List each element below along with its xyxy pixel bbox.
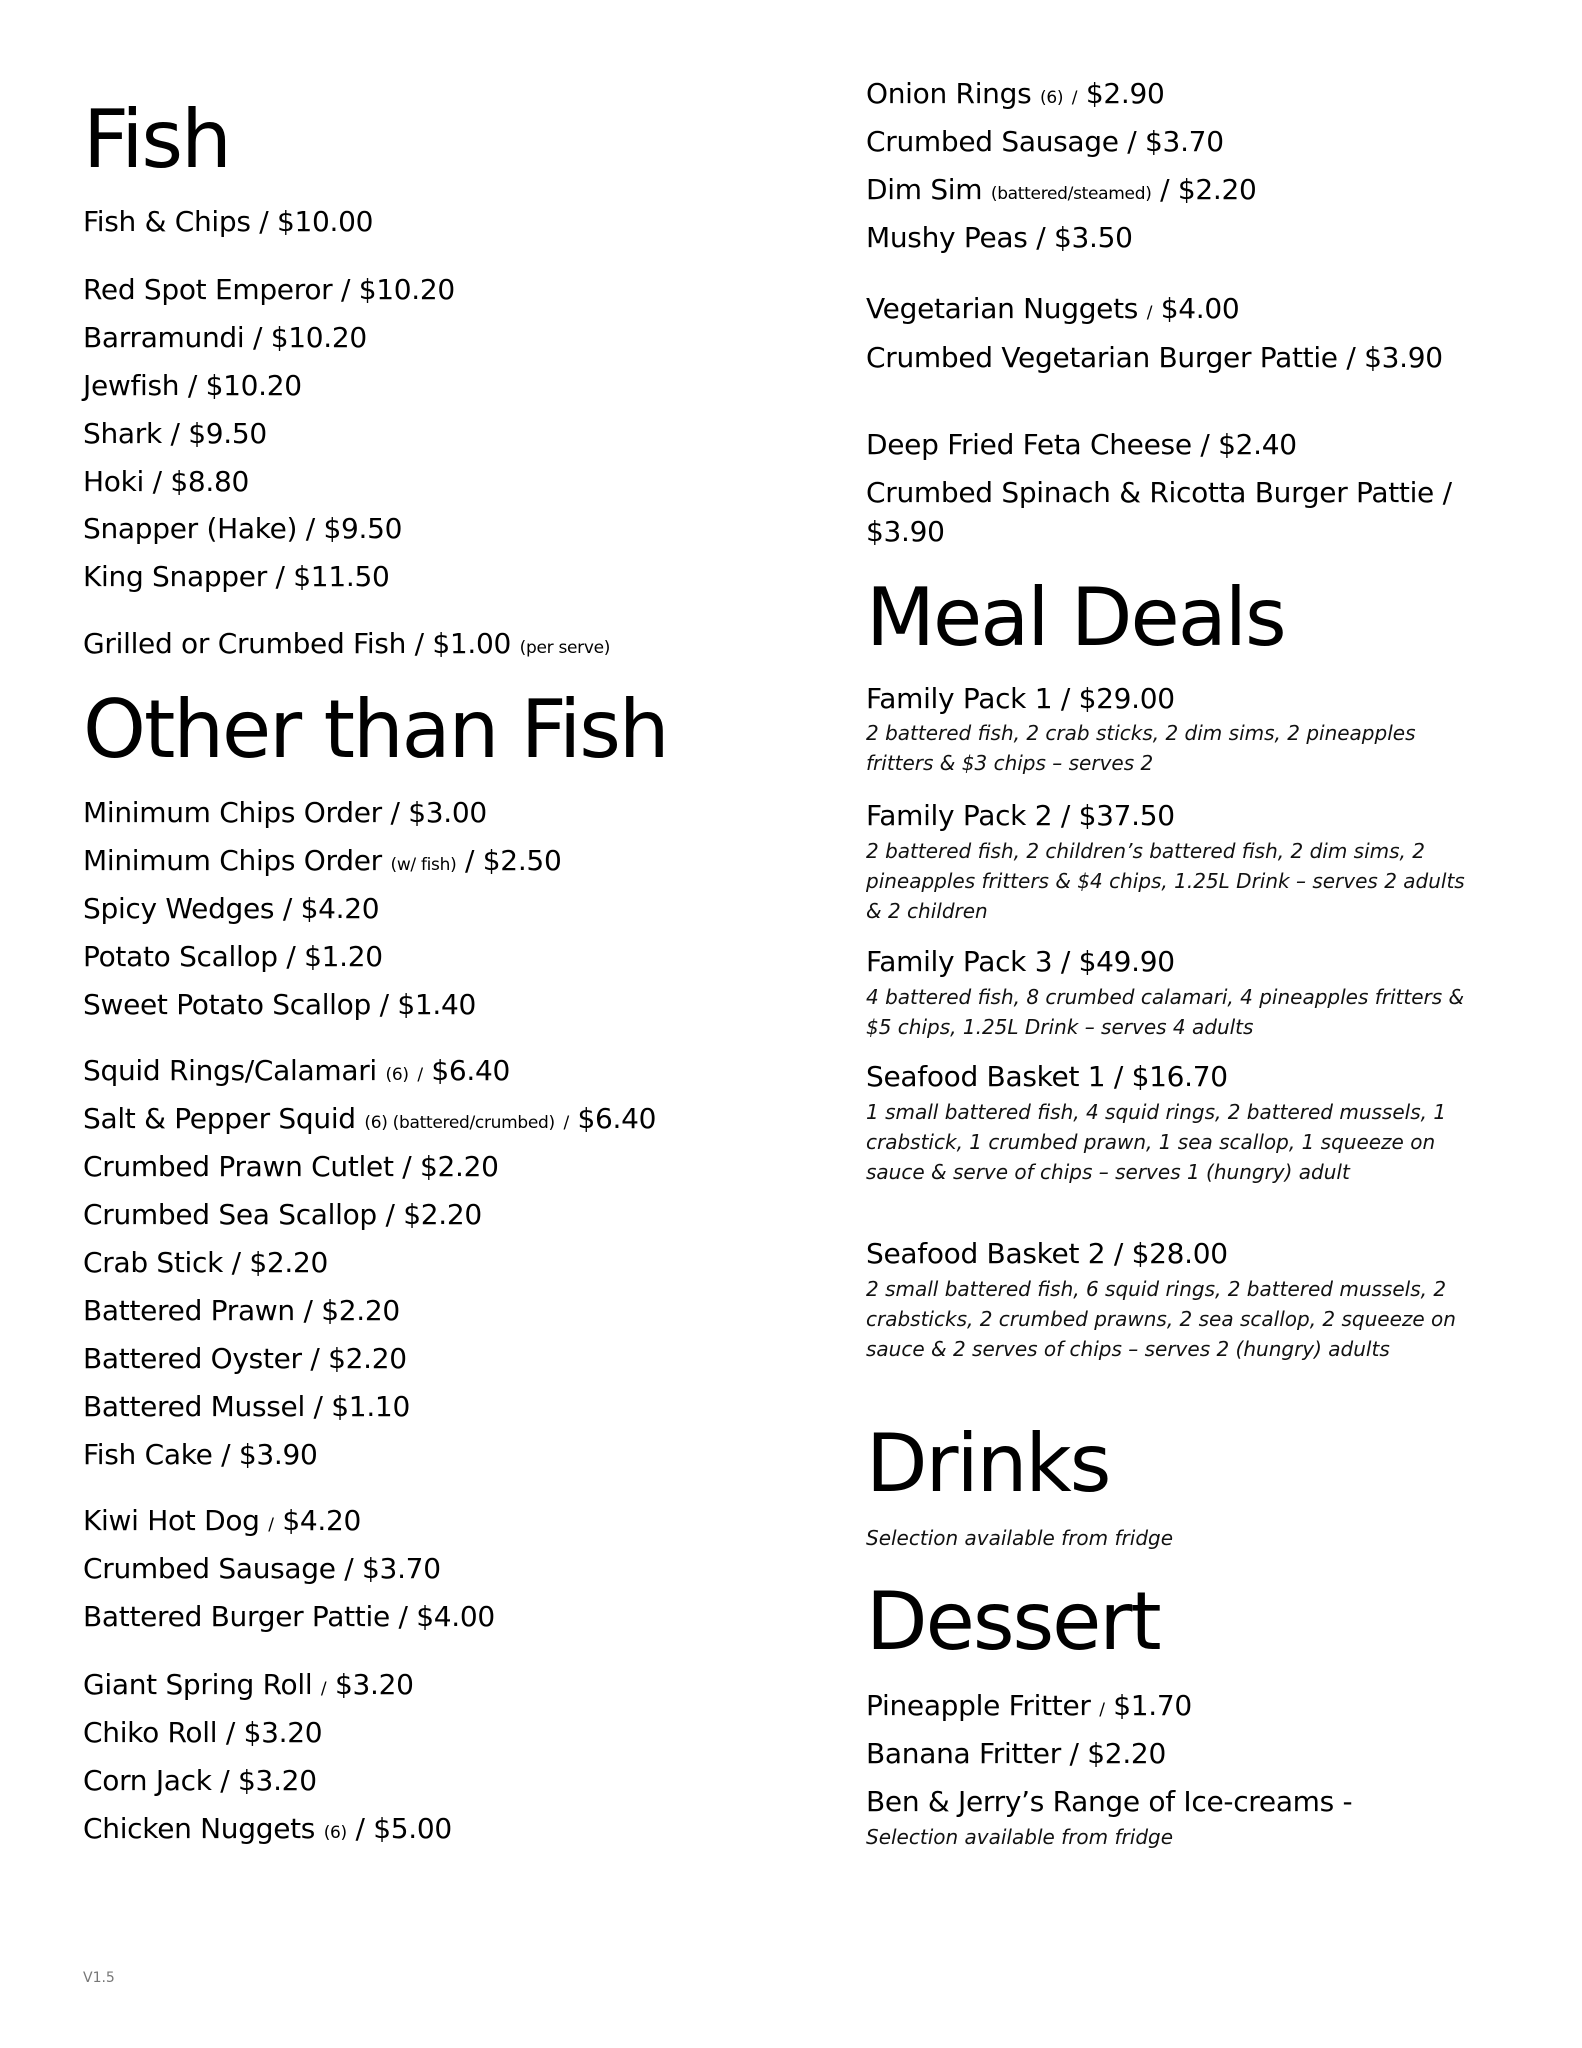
menu-item: [866, 118, 1224, 166]
item-price: $2.20: [249, 1246, 329, 1279]
item-price: $4.00: [416, 1600, 495, 1633]
price-separator: /: [275, 560, 285, 593]
item-name: Minimum Chips Order: [83, 796, 382, 829]
menu-item: [83, 1709, 322, 1757]
price-separator: /: [1346, 341, 1356, 374]
menu-item: [866, 421, 1297, 469]
menu-item: [83, 410, 267, 458]
item-name: Vegetarian Nuggets: [866, 292, 1139, 325]
item-name: Crumbed Spinach & Ricotta Burger Pattie: [866, 476, 1434, 509]
item-name: Banana Fritter: [866, 1737, 1061, 1770]
menu-item: [83, 1095, 656, 1147]
menu-item: [83, 1497, 361, 1549]
item-name: Potato Scallop: [83, 940, 278, 973]
item-price: $2.20: [403, 1198, 482, 1231]
menu-item: [83, 1593, 495, 1641]
price-separator: /: [340, 273, 351, 306]
item-name: Minimum Chips Order: [83, 844, 382, 877]
menu-item: [83, 314, 367, 362]
item-description: 2 small battered fish, 6 squid rings, 2 battered mussels, 2 crabsticks, 2 crumbed prawns, 2 sea scallop, 2 squeeze on sauce & 2 serves of chips – serves 2 (hungry) adults: [866, 1277, 1456, 1361]
drinks-note: Selection available from fridge: [866, 1526, 1174, 1550]
section-heading-drinks: Drinks: [866, 1417, 1110, 1510]
item-note: (6) (battered/crumbed): [364, 1113, 555, 1133]
item-price: $8.80: [170, 465, 250, 498]
item-name: Seafood Basket 1: [866, 1060, 1106, 1093]
item-name: Hoki: [83, 465, 144, 498]
item-description: 4 battered fish, 8 crumbed calamari, 4 pineapples fritters & $5 chips, 1.25L Drink – serves 4 adults: [866, 985, 1465, 1039]
section-heading-dessert: Dessert: [866, 1575, 1160, 1668]
menu-item: [83, 1661, 414, 1713]
item-name: Kiwi Hot Dog: [83, 1504, 260, 1537]
item-name: Red Spot Emperor: [83, 273, 333, 306]
item-name: Sweet Potato Scallop: [83, 988, 371, 1021]
price-separator: /: [1060, 945, 1070, 978]
item-price: $2.90: [1085, 77, 1165, 110]
menu-item: [83, 789, 487, 837]
item-name: Onion Rings: [866, 77, 1032, 110]
item-name: Battered Prawn: [83, 1294, 295, 1327]
menu-item: [866, 1730, 1166, 1778]
item-name: Fish & Chips: [83, 205, 251, 238]
item-price: $3.70: [362, 1552, 441, 1585]
item-name: Spicy Wedges: [83, 892, 275, 925]
item-price: $3.70: [1145, 125, 1224, 158]
item-name: Crumbed Sausage: [83, 1552, 336, 1585]
price-separator: /: [1127, 125, 1137, 158]
price-separator: /: [1200, 428, 1210, 461]
item-name: Ben & Jerry’s Range of Ice-creams -: [866, 1785, 1353, 1818]
menu-item: [83, 266, 455, 314]
item-description: 1 small battered fish, 4 squid rings, 2 battered mussels, 1 crabstick, 1 crumbed prawn, 1 sea scallop, 1 squeeze on sauce & serve of chips – serves 1 (hungry) adult: [866, 1100, 1447, 1184]
item-name: Salt & Pepper Squid: [83, 1102, 356, 1135]
item-price: $1.00: [432, 627, 512, 660]
item-price: $4.20: [300, 892, 380, 925]
item-name: Crumbed Vegetarian Burger Pattie: [866, 341, 1338, 374]
price-separator: /: [259, 205, 269, 238]
price-separator: /: [417, 1065, 423, 1085]
item-name: Dim Sim: [866, 173, 983, 206]
item-price: $10.20: [205, 369, 302, 402]
item-price: $2.20: [328, 1342, 407, 1375]
item-price: $3.20: [243, 1716, 323, 1749]
price-separator: /: [563, 1113, 569, 1133]
item-name: Seafood Basket 2: [866, 1237, 1106, 1270]
item-price: $2.20: [1087, 1737, 1166, 1770]
menu-item: [866, 214, 1133, 262]
price-separator: /: [313, 1390, 323, 1423]
item-name: Jewfish: [83, 369, 180, 402]
price-separator: /: [225, 1716, 235, 1749]
item-name: Family Pack 3: [866, 945, 1053, 978]
price-separator: /: [187, 369, 198, 402]
menu-item: [83, 981, 476, 1029]
menu-item: [83, 1047, 510, 1099]
item-price: $2.20: [1177, 173, 1257, 206]
item-price: $2.20: [321, 1294, 400, 1327]
menu-item: [83, 553, 389, 601]
price-separator: /: [1099, 1700, 1105, 1720]
item-name: Barramundi: [83, 321, 245, 354]
item-name: Squid Rings/Calamari: [83, 1054, 377, 1087]
item-price: $2.20: [420, 1150, 499, 1183]
menu-item: [83, 1239, 328, 1287]
item-description: 2 battered fish, 2 crab sticks, 2 dim sims, 2 pineapples fritters & $3 chips – serves 2: [866, 721, 1416, 775]
item-price: $4.00: [1160, 292, 1240, 325]
price-separator: /: [282, 892, 292, 925]
price-separator: /: [1036, 221, 1046, 254]
section-heading-meal-deals: Meal Deals: [866, 571, 1285, 664]
item-name: Battered Burger Pattie: [83, 1600, 390, 1633]
item-name: Chiko Roll: [83, 1716, 218, 1749]
item-price: $6.40: [577, 1102, 657, 1135]
item-name: Battered Mussel: [83, 1390, 305, 1423]
price-separator: /: [310, 1342, 320, 1375]
item-name: Shark: [83, 417, 162, 450]
item-note: (w/ fish): [390, 855, 457, 875]
item-price: $9.50: [323, 512, 403, 545]
item-name: Fish Cake: [83, 1438, 213, 1471]
price-separator: /: [220, 1764, 230, 1797]
item-price: $10.20: [358, 273, 455, 306]
menu-item: [83, 1757, 317, 1805]
menu-item: [83, 1191, 482, 1239]
menu-item: [866, 166, 1257, 218]
item-price: $3.90: [238, 1438, 318, 1471]
item-note: (6): [1040, 88, 1064, 108]
item-price: $1.20: [304, 940, 383, 973]
item-note: (per serve): [519, 638, 611, 658]
price-separator: /: [253, 321, 263, 354]
item-price: $3.90: [1364, 341, 1443, 374]
item-price: $16.70: [1131, 1060, 1228, 1093]
item-name: Grilled or Crumbed Fish: [83, 627, 407, 660]
menu-item: [83, 1383, 410, 1431]
menu-item: [866, 1230, 1228, 1278]
menu-item: [866, 1778, 1352, 1826]
item-price: $3.20: [238, 1764, 317, 1797]
item-name: Crumbed Prawn Cutlet: [83, 1150, 394, 1183]
price-separator: /: [170, 417, 180, 450]
item-name: Battered Oyster: [83, 1342, 302, 1375]
item-price: $29.00: [1078, 682, 1175, 715]
item-price: $6.40: [431, 1054, 511, 1087]
item-price: $10.00: [277, 205, 374, 238]
section-heading-other-than-fish: Other than Fish: [83, 683, 668, 776]
item-price: $9.50: [188, 417, 267, 450]
item-price: $3.20: [334, 1668, 414, 1701]
item-note: (6): [323, 1823, 347, 1843]
price-separator: /: [1113, 1060, 1123, 1093]
menu-item: [866, 285, 1239, 337]
item-price: $3.50: [1053, 221, 1133, 254]
menu-item: [83, 198, 373, 246]
price-separator: /: [231, 1246, 241, 1279]
item-price: $49.90: [1078, 945, 1175, 978]
item-name: Family Pack 2: [866, 799, 1053, 832]
price-separator: /: [398, 1600, 408, 1633]
menu-item: [866, 70, 1165, 122]
item-price: $3.90: [866, 515, 945, 548]
item-note: (battered/steamed): [990, 184, 1152, 204]
menu-item: [83, 837, 561, 889]
menu-item: [83, 1287, 400, 1335]
item-price: $1.10: [331, 1390, 410, 1423]
menu-item: [83, 1805, 452, 1857]
price-separator: /: [402, 1150, 412, 1183]
price-separator: /: [414, 627, 424, 660]
item-name: Family Pack 1: [866, 682, 1053, 715]
price-separator: /: [152, 465, 162, 498]
item-price: $4.20: [282, 1504, 361, 1537]
price-separator: /: [390, 796, 400, 829]
menu-item: [866, 938, 1175, 986]
menu-item: [83, 1431, 318, 1479]
menu-item: [83, 362, 302, 410]
price-separator: /: [1160, 173, 1170, 206]
price-separator: /: [344, 1552, 354, 1585]
menu-item: [866, 675, 1175, 723]
price-separator: /: [379, 988, 389, 1021]
item-name: Giant Spring Roll: [83, 1668, 313, 1701]
item-name: Corn Jack: [83, 1764, 212, 1797]
item-price: $2.50: [482, 844, 562, 877]
menu-item: [866, 1682, 1192, 1734]
item-price: $1.40: [397, 988, 476, 1021]
item-name: Snapper (Hake): [83, 512, 298, 545]
price-separator: /: [355, 1812, 365, 1845]
price-separator: /: [268, 1515, 274, 1535]
item-price: $1.70: [1113, 1689, 1192, 1722]
price-separator: /: [1442, 476, 1452, 509]
item-description: 2 battered fish, 2 children’s battered fish, 2 dim sims, 2 pineapples fritters & $4 chips, 1.25L Drink – serves 2 adults & 2 children: [866, 839, 1465, 923]
menu-item: [866, 338, 1466, 377]
price-separator: /: [385, 1198, 395, 1231]
price-separator: /: [1069, 1737, 1079, 1770]
item-price: $37.50: [1078, 799, 1175, 832]
menu-item: [83, 1545, 441, 1593]
item-price: $10.20: [270, 321, 367, 354]
menu-item: [83, 933, 383, 981]
icecream-note: Selection available from fridge: [866, 1825, 1174, 1849]
menu-item: [83, 1335, 407, 1383]
price-separator: /: [320, 1679, 327, 1699]
menu-item: [83, 1143, 499, 1191]
price-separator: /: [1146, 303, 1153, 323]
price-separator: /: [221, 1438, 231, 1471]
menu-item: [83, 458, 249, 506]
price-separator: /: [1113, 1237, 1123, 1270]
item-name: Deep Fried Feta Cheese: [866, 428, 1192, 461]
item-name: Mushy Peas: [866, 221, 1028, 254]
item-price: $2.40: [1218, 428, 1297, 461]
price-separator: /: [1060, 799, 1070, 832]
price-separator: /: [1060, 682, 1070, 715]
menu-item: [866, 792, 1175, 840]
item-price: $11.50: [293, 560, 390, 593]
item-note: (6): [385, 1065, 409, 1085]
item-name: Crumbed Sea Scallop: [83, 1198, 377, 1231]
item-price: $3.00: [408, 796, 487, 829]
price-separator: /: [303, 1294, 313, 1327]
item-name: Crumbed Sausage: [866, 125, 1119, 158]
menu-item: [83, 885, 379, 933]
item-price: $5.00: [373, 1812, 452, 1845]
item-name: Pineapple Fritter: [866, 1689, 1091, 1722]
version-label: V1.5: [83, 1970, 115, 1986]
price-separator: /: [305, 512, 315, 545]
item-price: $28.00: [1131, 1237, 1228, 1270]
price-separator: /: [465, 844, 475, 877]
item-name: King Snapper: [83, 560, 267, 593]
menu-item: [83, 505, 402, 553]
menu-item: [866, 473, 1466, 551]
section-heading-fish: Fish: [83, 93, 230, 186]
menu-item: [83, 620, 610, 672]
price-separator: /: [286, 940, 296, 973]
menu-item: [866, 1053, 1228, 1101]
item-name: Crab Stick: [83, 1246, 224, 1279]
item-name: Chicken Nuggets: [83, 1812, 316, 1845]
price-separator: /: [1071, 88, 1078, 108]
